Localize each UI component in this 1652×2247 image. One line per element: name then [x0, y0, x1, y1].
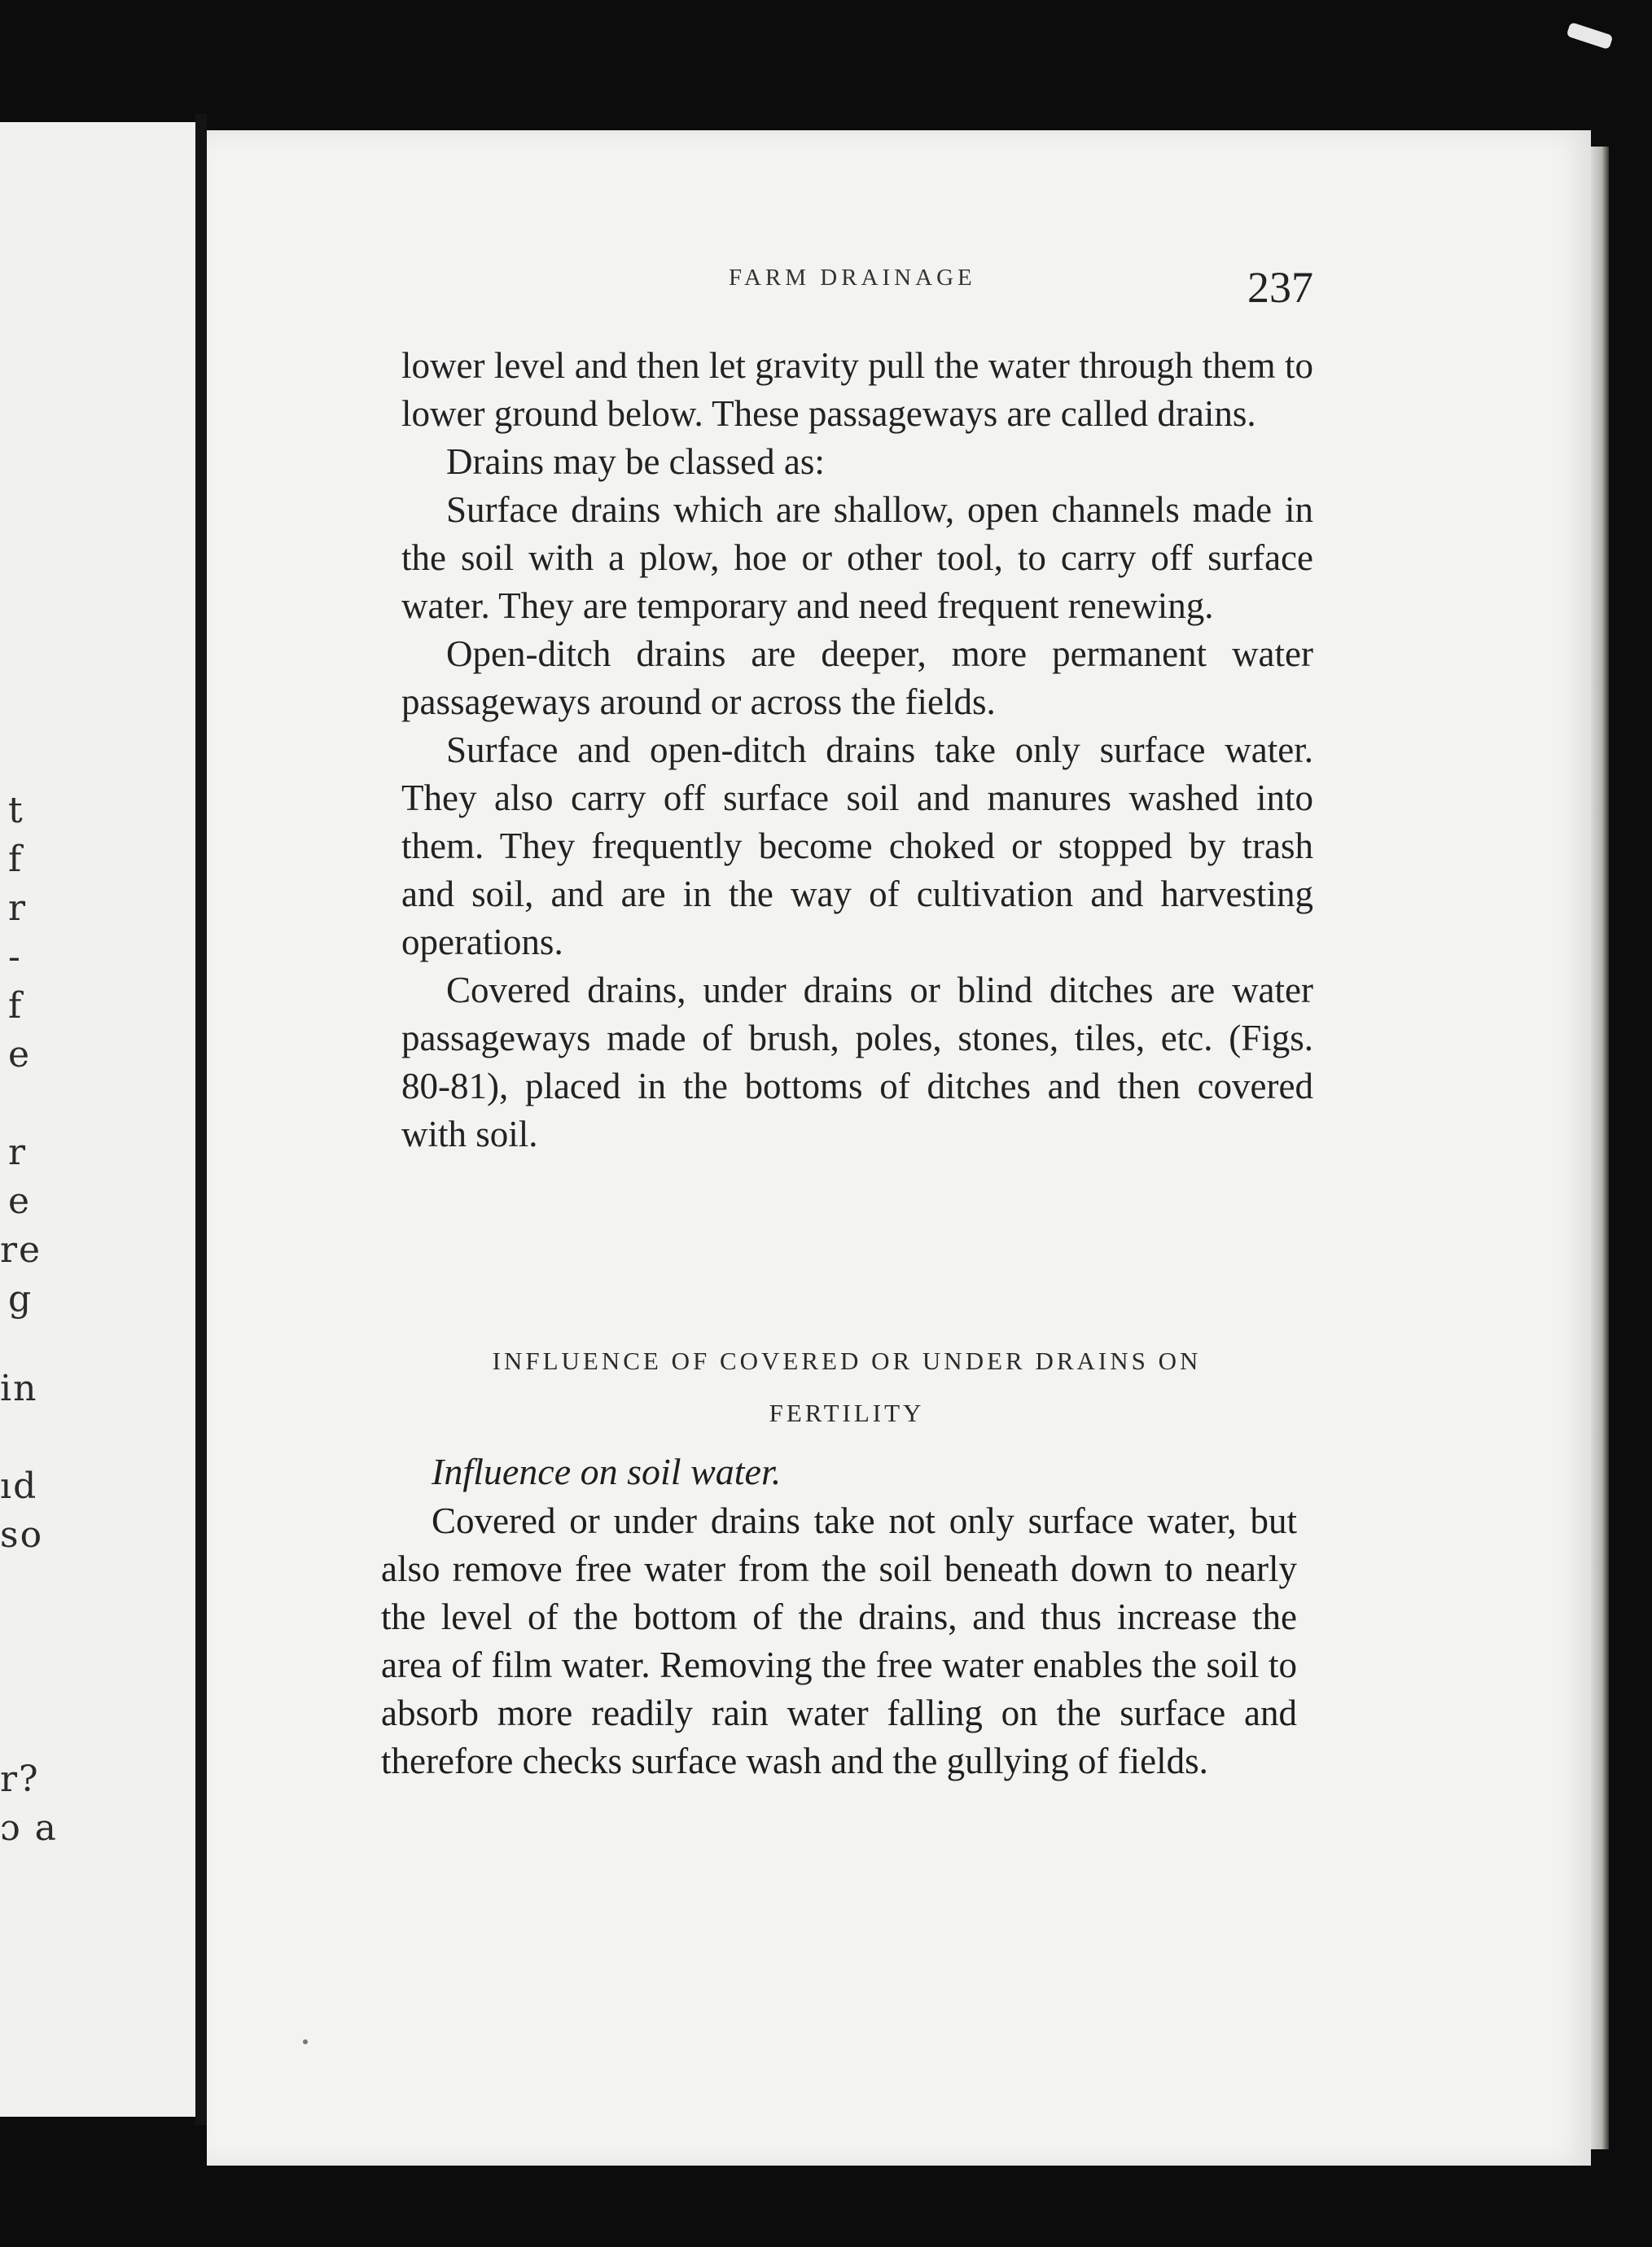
section-heading-line: FERTILITY [769, 1399, 925, 1427]
book-gutter [195, 114, 207, 2125]
paragraph: lower level and then let gravity pull the water through them to lower ground below. These passageways are called drains. [401, 345, 1313, 434]
left-page-fragment: - [8, 936, 22, 978]
paragraph: Covered or under drains take not only surface water, but also remove free water from the soil beneath down to nearly the level of the bottom of the drains, and thus increase the area of film water. Removing the free water enables the soil to absorb more readily rain water falling on the surface and therefore checks surface wash and the gullying of fields. [381, 1500, 1297, 1781]
left-page-fragment: r [8, 887, 28, 929]
scan-artifact [303, 2039, 308, 2044]
left-page-fragment: e [8, 1034, 32, 1075]
left-page-fragment: in [0, 1368, 38, 1409]
paragraph: Covered drains, under drains or blind ditches are water passageways made of brush, poles, stones, tiles, etc. (Figs. 80-81), placed in the bottoms of ditches and then covered with soil. [401, 970, 1313, 1154]
left-page-fragment: ıd [0, 1465, 38, 1507]
scan-artifact [1567, 22, 1614, 50]
left-page-fragment: e [8, 1180, 32, 1222]
paragraph: Open-ditch drains are deeper, more permanent water passageways around or across the fields. [401, 633, 1313, 722]
section-body [381, 1448, 1297, 1785]
page-edge [1591, 147, 1609, 2149]
section-heading [407, 1335, 1286, 1439]
left-page-fragment: ɔ a [0, 1807, 58, 1849]
page-number: 237 [1247, 263, 1313, 312]
left-page-fragment: t [8, 790, 24, 831]
left-page-fragment: r? [0, 1759, 40, 1800]
left-page-fragment: f [8, 985, 24, 1027]
left-page-fragment: g [8, 1278, 33, 1320]
body-text [401, 342, 1313, 1159]
paragraph: Drains may be classed as: [446, 441, 825, 482]
left-page-fragment: f [8, 839, 24, 880]
section-heading-line: INFLUENCE OF COVERED OR UNDER DRAINS ON [492, 1347, 1202, 1375]
paragraph: Surface drains which are shallow, open channels made in the soil with a plow, hoe or other tool, to carry off surface water. They are temporary and need frequent renewing. [401, 489, 1313, 626]
section-subheading: Influence on soil water. [432, 1451, 782, 1492]
left-facing-page [0, 122, 195, 2117]
running-head: FARM DRAINAGE [729, 265, 976, 291]
left-page-fragment: so [0, 1514, 44, 1556]
left-page-fragment: r [8, 1132, 28, 1173]
left-page-fragment: re [0, 1229, 42, 1271]
paragraph: Surface and open-ditch drains take only surface water. They also carry off surface soil and manures washed into them. They frequently become choked or stopped by trash and soil, and are in the way of cultivation and harvesting operations. [401, 729, 1313, 962]
